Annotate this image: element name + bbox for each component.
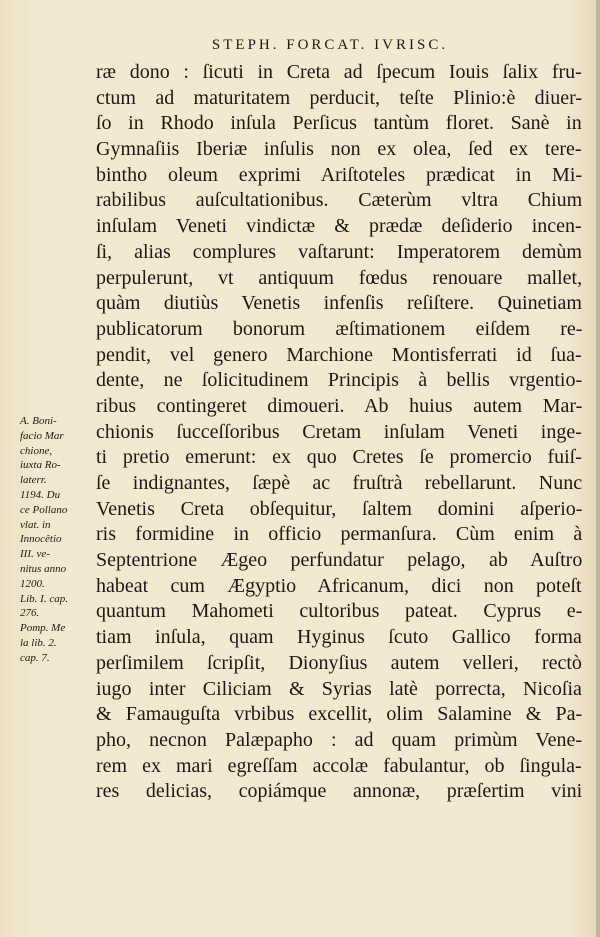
marginal-note-line: 276. (20, 607, 40, 620)
text-line: ræ dono : ſicuti in Creta ad ſpecum Iouis ſalix fru- (96, 61, 582, 83)
text-line: ribus contingeret dimoueri. Ab huius autem Mar- (96, 394, 583, 417)
marginal-note-line: facio Mar (20, 429, 64, 442)
text-line: iugo inter Ciliciam & Syrias latè porrecta, Nicoſia (96, 677, 582, 700)
text-line: ctum ad maturitatem perducit, teſte Plinio:è diuer- (96, 86, 583, 109)
text-line: ſo in Rhodo inſula Perſicus tantùm floret. Sanè in (96, 112, 582, 135)
marginal-note-line: A. Boni- (20, 415, 57, 427)
text-line: pho, necnon Palæpapho : ad quam primùm Vene- (96, 728, 583, 751)
text-line: habeat cum Ægyptio Africanum, dici non poteſt (96, 574, 582, 597)
text-line: perpulerunt, vt antiquum fœdus renouare mallet, (96, 266, 583, 289)
marginal-note-line: iuxta Ro- (20, 459, 61, 472)
text-line: tiam inſula, quam Hyginus ſcuto Gallico forma (96, 626, 582, 649)
text-line: & Famauguſta vrbibus excellit, olim Salamine & Pa- (96, 703, 583, 726)
marginal-note-line: chione, (20, 444, 53, 457)
marginal-note-line: nitus anno (20, 562, 67, 575)
text-line: rem ex mari egreſſam accolæ fabulantur, ob ſingula- (96, 754, 582, 777)
page-edge (596, 0, 600, 937)
marginal-note-line: Innocêtio (20, 533, 62, 546)
text-line: quantum Mahometi cultoribus pateat. Cyprus e- (96, 600, 583, 623)
marginal-note-line: 1200. (20, 577, 45, 590)
marginal-notes (20, 414, 96, 666)
text-line: chionis ſucceſſoribus Cretam inſulam Veneti inge- (96, 420, 582, 443)
text-line: ti pretio emerunt: ex quo Cretes ſe promercio fuiſ- (96, 446, 582, 469)
text-line: inſulam Veneti vindictæ & prædæ deſiderio incen- (96, 215, 582, 238)
marginal-note-line: III. ve- (20, 548, 50, 561)
text-line: Gymnaſiis Iberiæ inſulis non ex olea, ſed ex tere- (96, 138, 582, 161)
text-line: quàm diutiùs Venetis infenſis reſiſtere. Quinetiam (96, 292, 582, 315)
marginal-note-line: 1194. Du (20, 488, 61, 501)
text-line: bintho oleum exprimi Ariſtoteles prædicat in Mi- (96, 163, 583, 186)
text-line: publicatorum bonorum æſtimationem eiſdem re- (96, 317, 583, 340)
main-text-block (96, 60, 582, 805)
text-line: Septentrione Ægeo perfundatur pelago, ab Auſtro (96, 549, 583, 572)
text-line: perſimilem ſcripſit, Dionyſius autem velleri, rectò (96, 651, 582, 674)
marginal-note-line: Lib. I. cap. (20, 592, 68, 605)
text-line: ſi, alias complures vaſtarunt: Imperatorem demùm (96, 240, 582, 263)
marginal-note-line: cap. 7. (20, 651, 50, 664)
marginal-note-line: laterr. (20, 474, 47, 487)
text-line: ris formidine in officio permanſura. Cùm enim à (96, 523, 583, 546)
marginal-note-line: ce Pollano (20, 503, 68, 516)
marginal-note-line: vlat. in (20, 518, 51, 531)
text-line: dente, ne ſolicitudinem Principis à bellis vrgentio- (96, 369, 583, 392)
marginal-note-line: Pomp. Me (20, 622, 66, 635)
marginal-note-line: la lib. 2. (20, 636, 57, 649)
text-line: res delicias, copiámque annonæ, præſertim vini (96, 780, 583, 803)
text-line: pendit, vel genero Marchione Montisferrati id ſua- (96, 343, 582, 366)
text-line: Venetis Creta obſequitur, ſaltem domini aſperio- (96, 497, 583, 520)
text-line: rabilibus auſcultationibus. Cæterùm vltra Chium (96, 189, 583, 212)
text-line: ſe indignantes, ſæpè ac fruſtrà rebellarunt. Nunc (96, 472, 583, 494)
running-head: STEPH. FORCAT. IVRISC. (211, 37, 449, 53)
